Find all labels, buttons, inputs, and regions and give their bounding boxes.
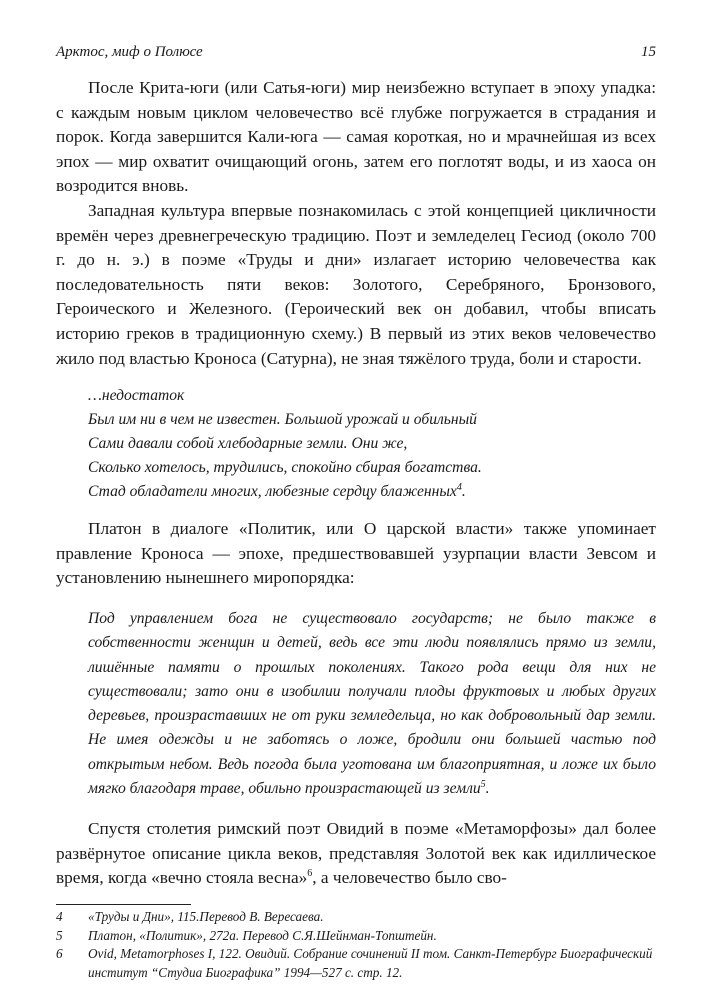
- poem-quote: [88, 384, 656, 504]
- poem-line: …недостаток: [88, 387, 185, 405]
- poem-line: Был им ни в чем не известен. Большой урожай и обильный: [88, 411, 477, 429]
- footnote-ref-6[interactable]: 6: [307, 868, 313, 880]
- page-number: 15: [641, 44, 656, 60]
- footnotes: [56, 908, 656, 982]
- footnote-item: [56, 927, 656, 946]
- paragraph-4-tail: , а человечество было сво-: [312, 868, 507, 888]
- plato-quote-text: Под управлением бога не существовало государств; не было также в собственности женщин и детей, ведь все эти люди появлялись прямо из земли, лишённые памяти о прошлых поколениях. Такого рода вещи для них не существовали; зато они в изобилии получали плоды фруктовых и любых других деревьев, произраставших не от руки земледельца, но как добровольный дар земли. Не имея одежды и не заботясь о ложе, бродили они большей частью под открытым небом. Ведь погода была уготована им благоприятная, и ложе их было мягко благодаря траве, обильно произрастающей из земли: [88, 609, 656, 797]
- book-page: [56, 0, 656, 1000]
- footnote-text: Платон, «Политик», 272а. Перевод С.Я.Шейнман-Топштейн.: [88, 927, 437, 943]
- footnote-number: 6: [56, 946, 63, 961]
- running-header: [56, 44, 656, 64]
- plato-quote: Под управлением бога не существовало государств; не было также в собственности женщин и детей, ведь все эти люди появлялись прямо из земли, лишённые памяти о прошлых поколениях. Такого рода вещи для них не существовали; зато они в изобилии получали плоды фруктовых и любых других деревьев, произраставших не от руки земледельца, но как добровольный дар земли. Не имея одежды и не заботясь о ложе, бродили они большей частью под открытым небом. Ведь погода была уготована им благоприятная, и ложе их было мягко благодаря траве, обильно произрастающей из земли$^5$.: [88, 609, 656, 797]
- main-text: [56, 76, 656, 891]
- footnote-number: 5: [56, 927, 63, 943]
- poem-line: Сами давали собой хлебодарные земли. Они же,: [88, 435, 408, 453]
- paragraph-2: Западная культура впервые познакомилась с этой концепцией цикличности времён через древнегреческую традицию. Поэт и земледелец Гесиод (около 700 г. до н. э.) в поэме «Труды и дни» излагает историю человечества как последовательность пяти веков: Золотого, Серебряного, Бронзового, Героического и Железного. (Героический век он добавил, чтобы вписать историю греков в традиционную схему.) В первый из этих веков человечество жило под властью Кроноса (Сатурна), не зная тяжёлого труда, боли и старости.: [56, 200, 656, 368]
- poem-line: Сколько хотелось, трудились, спокойно сбирая богатства.: [88, 459, 482, 477]
- paragraph-3: Платон в диалоге «Политик, или О царской власти» также упоминает правление Кроноса — эпохе, предшествовавшей узурпации власти Зевсом и установлению нынешнего миропорядка:: [56, 519, 656, 588]
- running-title: Арктос, миф о Полюсе: [56, 44, 203, 60]
- footnote-item: [56, 945, 656, 982]
- footnote-text: Ovid, Metamorphoses I, 122. Овидий. Собрание сочинений II том. Санкт-Петербург Биографический институт “Студиа Биографика” 1994—527 с. стр. 12.: [88, 946, 653, 980]
- footnote-divider: [56, 904, 191, 905]
- paragraph-4: [56, 817, 656, 891]
- footnote-text: «Труды и Дни», 115.Перевод В. Вересаева.: [88, 909, 324, 924]
- poem-line: Стад обладатели многих, любезные сердцу блаженных: [88, 483, 457, 501]
- footnote-number: 4: [56, 909, 63, 924]
- footnote-item: [56, 908, 656, 927]
- paragraph-4-text: Спустя столетия римский поэт Овидий в поэме «Метаморфозы» дал более развёрнутое описание цикла веков, представляя Золотой век как идиллическое время, когда «вечно стояла весна»: [56, 819, 656, 888]
- poem-line-last: Стад обладатели многих, любезные сердцу блаженных$^4$.: [88, 481, 466, 501]
- paragraph-1: После Крита-юги (или Сатья-юги) мир неизбежно вступает в эпоху упадка: с каждым новым циклом человечество всё глубже погружается в страдания и порок. Когда завершится Кали-юга — самая короткая, но и мрачнейшая из всех эпох — мир охватит очищающий огонь, затем его поглотят воды, и из хаоса он возродится вновь.: [56, 78, 656, 196]
- footnote-ref-4[interactable]: 4: [456, 481, 462, 493]
- footnote-ref-5[interactable]: 5: [480, 778, 486, 790]
